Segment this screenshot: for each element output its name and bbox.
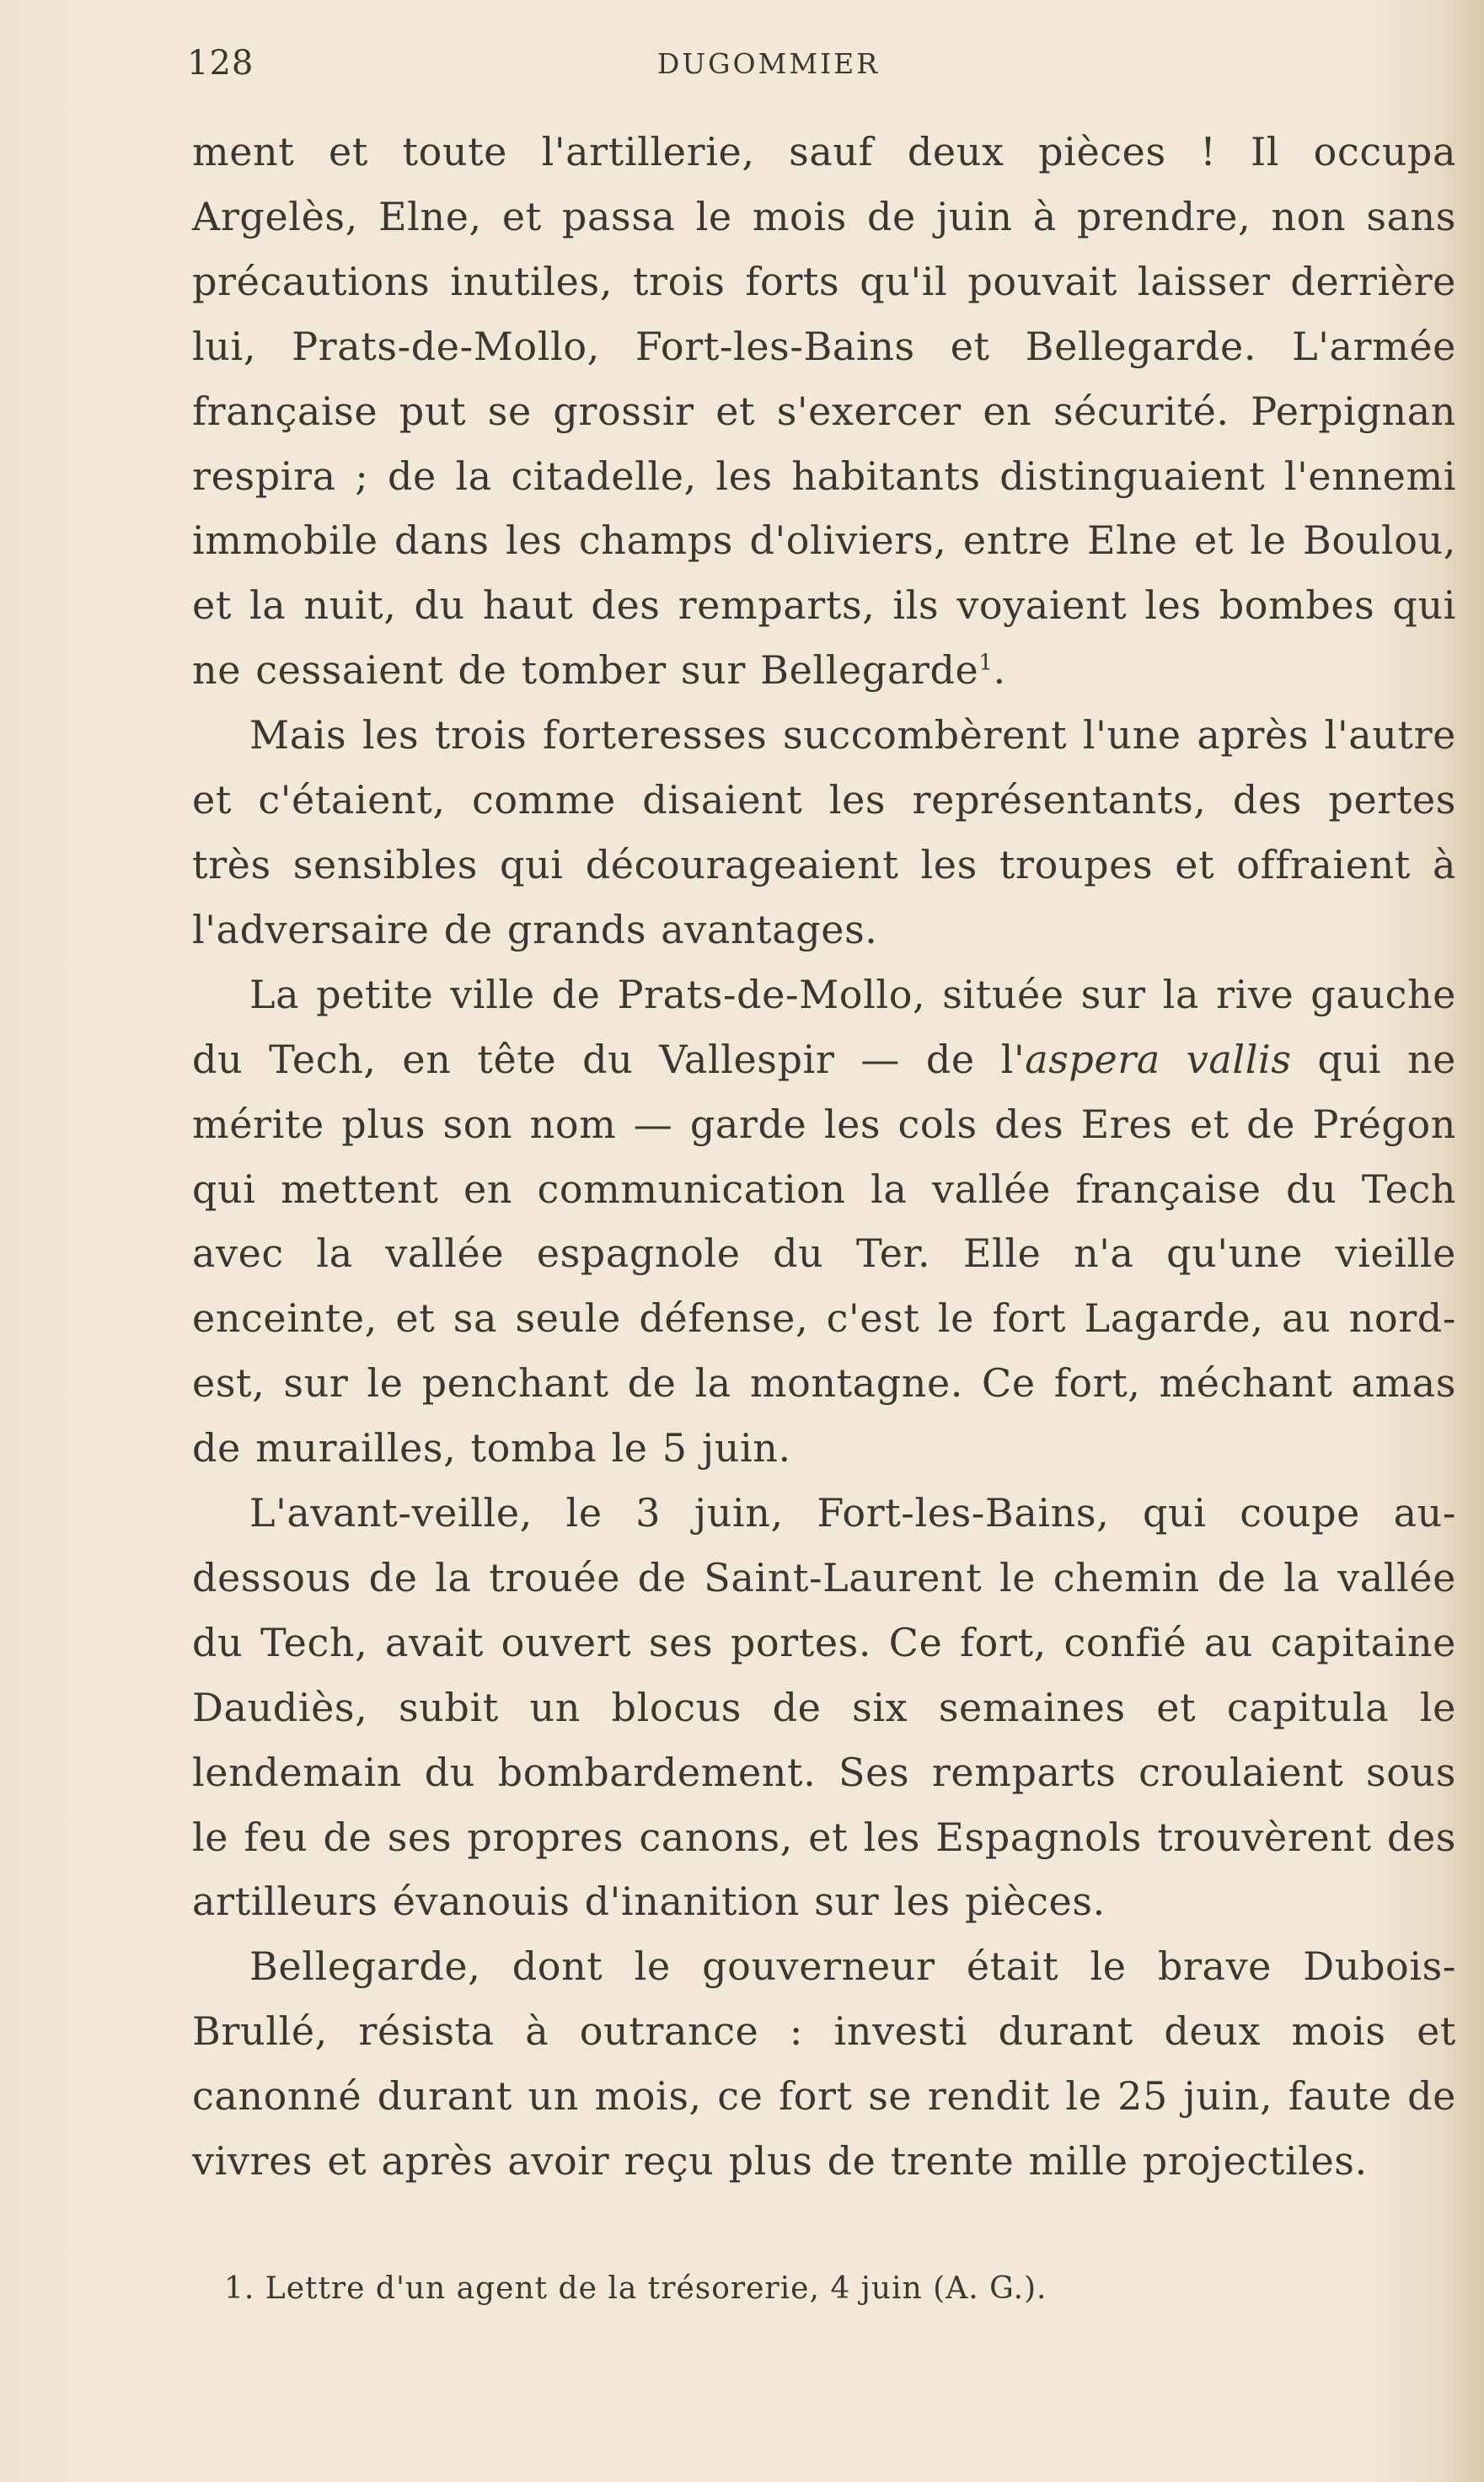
paragraph-5: Bellegarde, dont le gouverneur était le brave Dubois-Brullé, résista à outrance : investi durant deux mois et canonné durant un mois, ce fort se rendit le 25 juin, faute de vivres et après avoir reçu plus de trente mille projectiles.: [192, 1943, 1456, 2184]
paragraph-3: [192, 962, 1456, 1481]
paragraph-1: [192, 120, 1456, 703]
paragraph-3-text-start: La petite ville de Prats-de-Mollo, située sur la rive gauche du Tech, en tête du Vallespir — de l': [192, 971, 1456, 1082]
paragraph-2: Mais les trois forteresses succombèrent l'une après l'autre et c'étaient, comme disaient les représentants, des pertes très sensibles qui décourageaient les troupes et offraient à l'adversaire de grands avantages.: [192, 712, 1456, 952]
latin-phrase: aspera vallis: [1025, 1036, 1292, 1082]
page-number: 128: [187, 44, 254, 83]
footnote-reference: 1: [978, 650, 994, 676]
body-text: [192, 120, 1456, 2194]
paragraph-1-end: .: [993, 647, 1006, 694]
paragraph-4: L'avant-veille, le 3 juin, Fort-les-Bains, qui coupe au-dessous de la trouée de Saint-Laurent le chemin de la vallée du Tech, avait ouvert ses portes. Ce fort, confié au capitaine Daudiès, subit un blocus de six semaines et capitula le lendemain du bombardement. Ses remparts croulaient sous le feu de ses propres canons, et les Espagnols trouvèrent des artilleurs évanouis d'inanition sur les pièces.: [192, 1490, 1456, 1925]
footnote: 1. Lettre d'un agent de la trésorerie, 4 juin (A. G.).: [224, 2271, 1047, 2306]
page-header: [187, 44, 1350, 94]
paragraph-1-text: ment et toute l'artillerie, sauf deux pièces ! Il occupa Argelès, Elne, et passa le mois de juin à prendre, non sans précautions inutiles, trois forts qu'il pouvait laisser derrière lui, Prats-de-Mollo, Fort-les-Bains et Bellegarde. L'armée française put se grossir et s'exercer en sécurité. Perpignan respira ; de la citadelle, les habitants distinguaient l'ennemi immobile dans les champs d'oliviers, entre Elne et le Boulou, et la nuit, du haut des remparts, ils voyaient les bombes qui ne cessaient de tomber sur Bellegarde: [192, 129, 1456, 694]
running-title: DUGOMMIER: [656, 47, 881, 80]
paragraph-3-text-end: qui ne mérite plus son nom — garde les cols des Eres et de Prégon qui mettent en communication la vallée française du Tech avec la vallée espagnole du Ter. Elle n'a qu'une vieille enceinte, et sa seule défense, c'est le fort Lagarde, au nord-est, sur le penchant de la montagne. Ce fort, méchant amas de murailles, tomba le 5 juin.: [192, 1036, 1456, 1472]
